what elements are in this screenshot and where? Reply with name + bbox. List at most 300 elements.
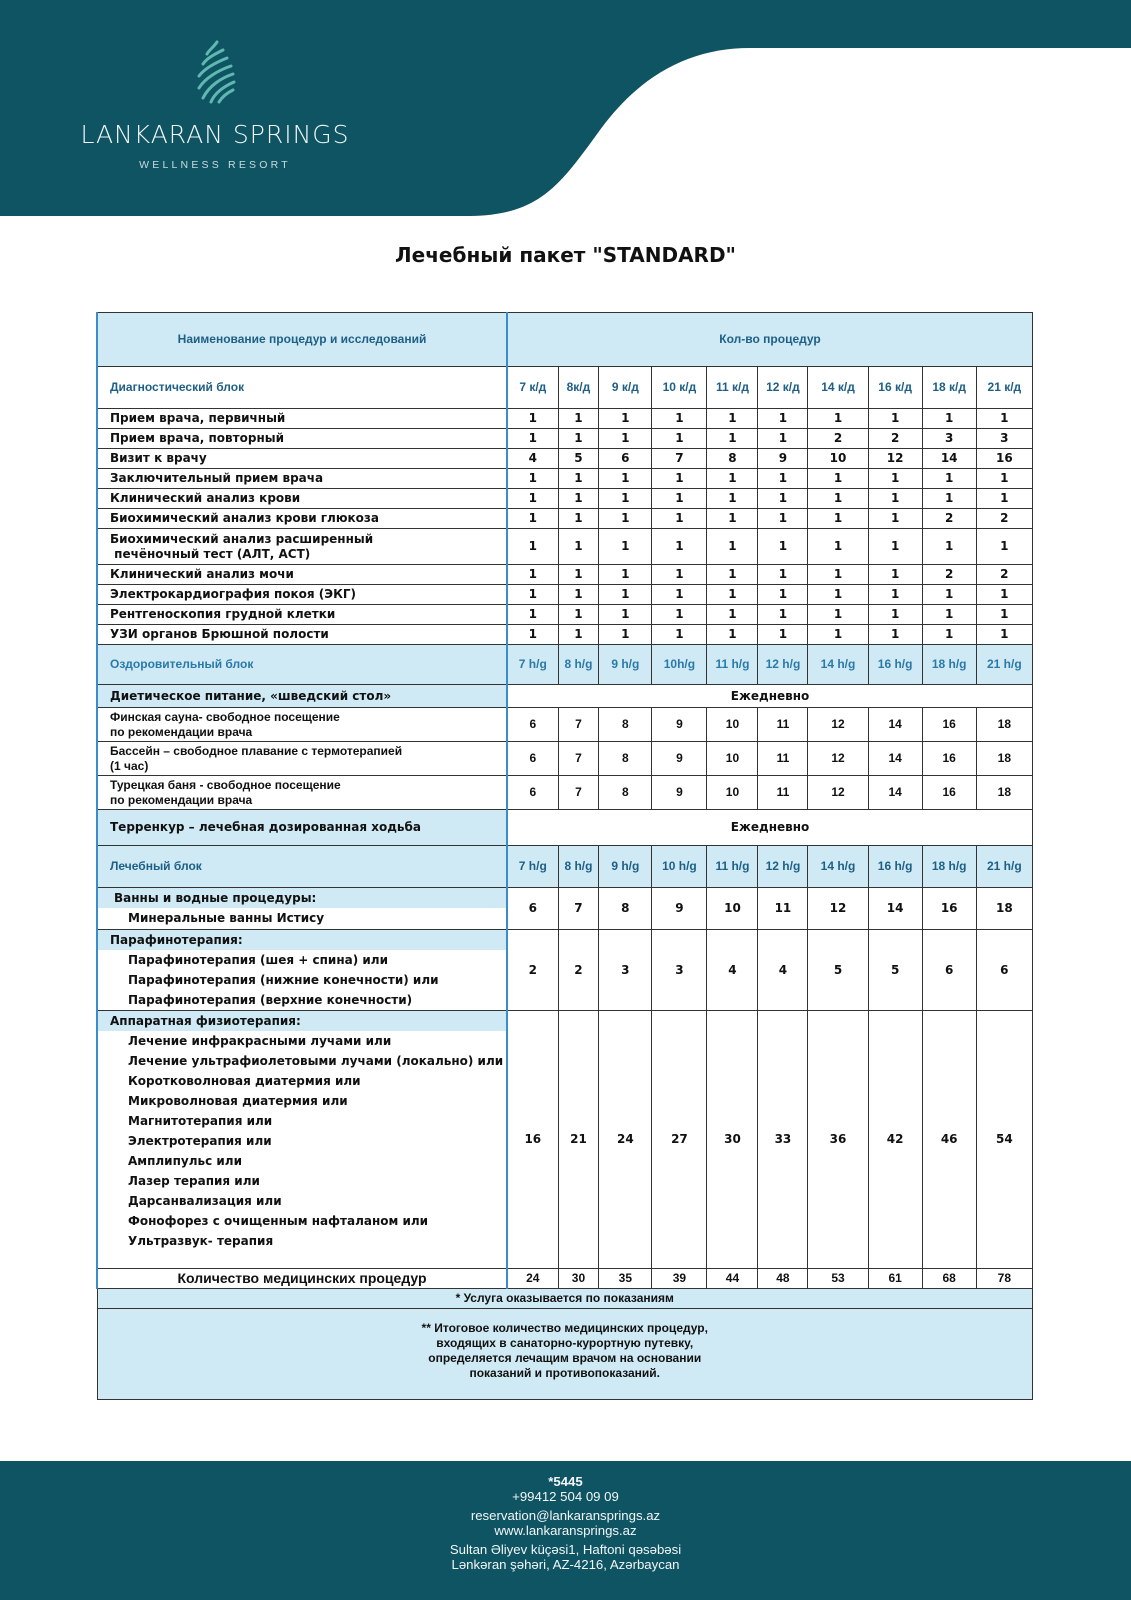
procedure-count: 6 [507,888,558,930]
procedure-count: 33 [758,1011,808,1269]
procedure-count: 1 [922,585,976,605]
procedure-count: 1 [758,605,808,625]
procedure-count: 1 [558,565,599,585]
terrenkur-row [97,810,1033,846]
procedure-count: 2 [868,429,922,449]
procedure-count: 1 [652,509,707,529]
procedure-count: 1 [599,429,652,449]
procedure-count: 1 [868,605,922,625]
procedure-count: 1 [922,529,976,565]
row-name [97,449,507,469]
row-name-line: Биохимический анализ крови глюкоза [110,511,379,525]
row-name-line: Клинический анализ крови [110,491,301,505]
row-name [97,742,507,776]
qty-column-header: Кол-во процедур [507,313,1032,367]
row-name [97,509,507,529]
procedure-count: 1 [808,469,868,489]
row-name-line: Электрокардиография покоя (ЭКГ) [110,587,357,601]
row-name [97,776,507,810]
procedure-count: 6 [599,449,652,469]
table-row [97,565,1033,585]
diet-row [97,685,1033,708]
procedure-count: 1 [976,605,1032,625]
procedure-count: 1 [758,409,808,429]
procedure-count: 1 [808,409,868,429]
procedure-count: 1 [558,509,599,529]
total-value: 53 [808,1269,868,1289]
day-column-header: 12 h/g [758,846,808,888]
website-link[interactable]: www.lankaransprings.az [494,1523,637,1538]
group-item: Лечение ультрафиолетовыми лучами (локально) или [128,1054,504,1068]
total-value: 68 [922,1269,976,1289]
procedure-count: 4 [758,930,808,1011]
procedure-count: 1 [558,429,599,449]
row-name [97,469,507,489]
procedure-count: 12 [808,888,868,930]
procedure-count: 6 [922,930,976,1011]
table-row [97,409,1033,429]
procedure-count: 1 [707,529,758,565]
procedure-count: 2 [976,509,1032,529]
row-name-line: Финская сауна- свободное посещение [110,709,340,724]
group-item: Лазер терапия или [128,1174,260,1188]
procedure-count: 30 [707,1011,758,1269]
group-heading: Ванны и водные процедуры: [98,888,506,908]
procedure-count: 1 [507,469,558,489]
procedure-count: 1 [599,565,652,585]
table-row [97,469,1033,489]
name-column-header: Наименование процедур и исследований [97,313,507,367]
procedure-count: 14 [922,449,976,469]
table-header-row [97,313,1033,367]
procedure-count: 1 [652,529,707,565]
table-row-baths [97,888,1033,930]
procedure-count: 18 [976,742,1032,776]
procedure-count: 1 [707,585,758,605]
footnote-row [97,1289,1033,1309]
procedure-count: 1 [558,625,599,645]
procedures-table [96,312,1033,1400]
row-name [97,489,507,509]
block-label: Оздоровительный блок [97,645,507,685]
procedure-count: 1 [976,409,1032,429]
day-column-header: 14 h/g [808,645,868,685]
day-column-header: 11 к/д [707,367,758,409]
procedure-count: 42 [868,1011,922,1269]
row-name [97,585,507,605]
row-name-line: Бассейн – свободное плавание с термотерапией [110,743,403,758]
footnote-line: входящих в санаторно-курортную путевку, [436,1336,694,1350]
procedure-count: 3 [922,429,976,449]
procedure-count: 3 [599,930,652,1011]
row-name [97,930,507,1011]
table-row [97,585,1033,605]
procedure-count: 1 [507,429,558,449]
procedure-count: 1 [976,529,1032,565]
procedure-count: 1 [599,625,652,645]
day-column-header: 16 h/g [868,645,922,685]
procedure-count: 11 [758,888,808,930]
total-value: 35 [599,1269,652,1289]
procedure-count: 1 [808,625,868,645]
day-column-header: 10 к/д [652,367,707,409]
total-value: 48 [758,1269,808,1289]
row-name [97,605,507,625]
procedure-count: 1 [599,605,652,625]
procedure-count: 1 [599,489,652,509]
procedure-count: 1 [758,625,808,645]
procedure-count: 12 [808,776,868,810]
row-name-line: по рекомендации врача [110,724,253,739]
procedure-count: 1 [558,489,599,509]
procedure-count: 1 [868,585,922,605]
procedure-count: 1 [808,529,868,565]
procedure-count: 1 [868,509,922,529]
row-name [97,625,507,645]
procedure-count: 1 [758,489,808,509]
procedure-count: 10 [707,708,758,742]
day-column-header: 11 h/g [707,645,758,685]
row-name [97,1011,507,1269]
procedure-count: 1 [808,509,868,529]
group-item: Лечение инфракрасными лучами или [128,1034,392,1048]
daily-value: Ежедневно [507,685,1032,708]
procedure-count: 6 [507,708,558,742]
table-row [97,776,1033,810]
procedure-count: 1 [652,585,707,605]
procedure-count: 6 [507,776,558,810]
procedure-count: 10 [808,449,868,469]
procedure-count: 36 [808,1011,868,1269]
day-column-header: 7 h/g [507,645,558,685]
procedure-count: 6 [976,930,1032,1011]
daily-value: Ежедневно [507,810,1032,846]
day-column-header: 12 h/g [758,645,808,685]
table-row [97,529,1033,565]
short-phone-number: *5445 [548,1474,583,1489]
procedure-count: 1 [758,529,808,565]
row-name [97,708,507,742]
group-item: Магнитотерапия или [128,1114,273,1128]
procedure-count: 16 [976,449,1032,469]
treatment-block-header [97,846,1033,888]
procedure-count: 4 [507,449,558,469]
day-column-header: 8 h/g [558,645,599,685]
day-column-header: 11 h/g [707,846,758,888]
procedure-count: 1 [507,489,558,509]
procedure-count: 1 [868,529,922,565]
row-name-line: Прием врача, повторный [110,431,284,445]
procedure-count: 2 [558,930,599,1011]
procedure-count: 8 [599,776,652,810]
table-row [97,742,1033,776]
procedure-count: 24 [599,1011,652,1269]
block-label: Диагностический блок [97,367,507,409]
procedure-count: 1 [558,585,599,605]
brand-subtitle: WELLNESS RESORT [139,159,291,171]
procedure-count: 1 [707,509,758,529]
procedure-count: 5 [868,930,922,1011]
procedure-count: 8 [599,742,652,776]
day-column-header: 12 к/д [758,367,808,409]
procedure-count: 1 [507,509,558,529]
day-column-header: 10h/g [652,645,707,685]
procedure-count: 1 [707,429,758,449]
procedure-count: 1 [652,469,707,489]
group-item: Парафинотерапия (нижние конечности) или [128,973,439,987]
table-row [97,429,1033,449]
procedure-count: 18 [976,776,1032,810]
day-column-header: 10 h/g [652,846,707,888]
procedure-count: 1 [976,489,1032,509]
procedure-count: 9 [652,708,707,742]
wellness-block-header [97,645,1033,685]
procedure-count: 1 [758,429,808,449]
procedure-count: 18 [976,888,1032,930]
row-name-line: Прием врача, первичный [110,411,286,425]
row-name-line: Визит к врачу [110,451,207,465]
procedure-count: 5 [808,930,868,1011]
footnote-service: * Услуга оказывается по показаниям [97,1289,1033,1309]
group-item: Парафинотерапия (шея + спина) или [128,953,388,967]
procedure-count: 18 [976,708,1032,742]
procedure-count: 1 [507,605,558,625]
brand-name: LANKARAN SPRINGS [80,120,350,149]
procedure-count: 7 [558,708,599,742]
procedure-count: 7 [652,449,707,469]
group-item: Фонофорез с очищенным нафталаном или [128,1214,429,1228]
procedure-count: 1 [599,409,652,429]
procedure-count: 9 [652,742,707,776]
procedure-count: 9 [652,776,707,810]
total-value: 78 [976,1269,1032,1289]
procedure-count: 1 [707,489,758,509]
procedure-count: 1 [922,489,976,509]
procedure-count: 1 [868,469,922,489]
table-row-paraffin [97,930,1033,1011]
procedure-count: 7 [558,776,599,810]
row-name [97,529,507,565]
table-row [97,605,1033,625]
procedure-count: 1 [707,469,758,489]
procedure-count: 16 [922,708,976,742]
procedure-count: 2 [507,930,558,1011]
procedure-count: 1 [808,489,868,509]
procedure-count: 3 [652,930,707,1011]
row-name [97,888,507,930]
procedure-count: 1 [558,529,599,565]
row-name-line: Клинический анализ мочи [110,567,294,581]
day-column-header: 18 h/g [922,645,976,685]
row-name [97,409,507,429]
procedure-count: 1 [922,409,976,429]
group-item: Парафинотерапия (верхние конечности) [128,993,413,1007]
procedure-count: 1 [976,625,1032,645]
procedure-count: 1 [868,625,922,645]
procedure-count: 1 [758,565,808,585]
table-row [97,708,1033,742]
procedure-count: 1 [868,489,922,509]
procedure-count: 7 [558,888,599,930]
logo [60,38,370,171]
procedure-count: 16 [922,888,976,930]
procedure-count: 11 [758,742,808,776]
day-column-header: 14 к/д [808,367,868,409]
procedure-count: 1 [808,565,868,585]
table-row [97,625,1033,645]
group-heading: Парафинотерапия: [98,930,506,950]
procedure-count: 1 [507,585,558,605]
procedure-count: 11 [758,708,808,742]
procedure-count: 1 [507,409,558,429]
procedure-count: 16 [507,1011,558,1269]
procedure-count: 14 [868,742,922,776]
day-column-header: 16 к/д [868,367,922,409]
procedure-count: 1 [707,605,758,625]
procedure-count: 1 [652,409,707,429]
procedure-count: 10 [707,888,758,930]
group-item: Ультразвук- терапия [128,1234,274,1248]
procedure-count: 2 [976,565,1032,585]
total-label: Количество медицинских процедур [97,1269,507,1289]
row-name-line: (1 час) [110,758,149,773]
row-name: Терренкур – лечебная дозированная ходьба [97,810,507,846]
procedure-count: 11 [758,776,808,810]
procedure-count: 1 [758,509,808,529]
table-row [97,509,1033,529]
group-item: Электротерапия или [128,1134,272,1148]
water-drop-icon [189,38,241,104]
procedure-count: 1 [808,605,868,625]
procedure-count: 1 [599,585,652,605]
day-column-header: 21 h/g [976,645,1032,685]
procedure-count: 2 [808,429,868,449]
procedure-count: 1 [558,469,599,489]
procedure-count: 1 [707,409,758,429]
day-column-header: 9 h/g [599,846,652,888]
procedure-count: 54 [976,1011,1032,1269]
procedure-count: 1 [507,625,558,645]
group-item: Коротковолновая диатермия или [128,1074,361,1088]
procedure-count: 1 [558,605,599,625]
email-link[interactable]: reservation@lankaransprings.az [470,1508,661,1523]
procedure-count: 8 [599,888,652,930]
phone-number[interactable]: +99412 504 09 09 [512,1489,619,1504]
procedure-count: 1 [868,409,922,429]
day-column-header: 14 h/g [808,846,868,888]
procedure-count: 14 [868,708,922,742]
diagnostic-rows [97,409,1033,645]
row-name-line: Биохимический анализ расширенный [110,531,374,546]
procedure-count: 21 [558,1011,599,1269]
day-column-header: 7 к/д [507,367,558,409]
procedure-count: 1 [558,409,599,429]
total-value: 24 [507,1269,558,1289]
address-line: Sultan Əliyev küçəsi1, Haftoni qəsəbəsi [449,1542,682,1557]
procedure-count: 2 [922,565,976,585]
footnote-total [97,1309,1033,1400]
row-name-line: УЗИ органов Брюшной полости [110,627,329,641]
procedure-count: 1 [868,565,922,585]
procedure-count: 1 [758,585,808,605]
procedure-count: 10 [707,776,758,810]
table-row [97,449,1033,469]
procedure-count: 6 [507,742,558,776]
procedure-count: 3 [976,429,1032,449]
procedure-count: 1 [652,489,707,509]
row-name-line: печёночный тест (АЛТ, АСТ) [110,546,311,561]
procedure-count: 8 [599,708,652,742]
group-item: Амплипульс или [128,1154,242,1168]
footnote-line: определяется лечащим врачом на основании [428,1351,702,1365]
total-value: 44 [707,1269,758,1289]
procedure-count: 9 [652,888,707,930]
procedure-count: 1 [599,509,652,529]
row-name-line: Заключительный прием врача [110,471,324,485]
group-heading: Аппаратная физиотерапия: [98,1011,506,1031]
procedure-count: 1 [976,585,1032,605]
procedure-count: 12 [808,742,868,776]
procedure-count: 1 [652,625,707,645]
total-value: 39 [652,1269,707,1289]
day-column-header: 7 h/g [507,846,558,888]
table-row-physio [97,1011,1033,1269]
procedure-count: 14 [868,776,922,810]
row-name-line: по рекомендации врача [110,792,253,807]
procedure-count: 7 [558,742,599,776]
row-name [97,565,507,585]
day-column-header: 9 h/g [599,645,652,685]
group-item: Микроволновая диатермия или [128,1094,348,1108]
procedure-count: 1 [707,565,758,585]
day-column-header: 9 к/д [599,367,652,409]
row-name [97,429,507,449]
procedure-count: 2 [922,509,976,529]
procedure-count: 46 [922,1011,976,1269]
treatment-rows [97,888,1033,1269]
procedure-count: 1 [599,529,652,565]
procedure-count: 1 [808,585,868,605]
row-name-line: Турецкая баня - свободное посещение [110,777,341,792]
day-column-header: 8к/д [558,367,599,409]
procedure-count: 1 [507,565,558,585]
procedure-count: 1 [707,625,758,645]
procedure-count: 12 [868,449,922,469]
total-value: 61 [868,1269,922,1289]
footer [0,1461,1131,1600]
procedure-count: 1 [652,605,707,625]
procedure-count: 27 [652,1011,707,1269]
procedure-count: 1 [652,429,707,449]
row-name-line: Рентгеноскопия грудной клетки [110,607,336,621]
procedure-count: 10 [707,742,758,776]
day-column-header: 18 к/д [922,367,976,409]
wellness-rows [97,708,1033,810]
day-column-header: 8 h/g [558,846,599,888]
table-row [97,489,1033,509]
procedure-count: 1 [599,469,652,489]
day-column-header: 21 h/g [976,846,1032,888]
procedure-count: 16 [922,776,976,810]
total-value: 30 [558,1269,599,1289]
procedure-count: 1 [976,469,1032,489]
procedure-count: 1 [922,469,976,489]
address-line: Lənkəran şəhəri, AZ-4216, Azərbaycan [451,1557,680,1572]
procedure-count: 5 [558,449,599,469]
procedure-count: 16 [922,742,976,776]
footnote-line: ** Итоговое количество медицинских процедур, [421,1321,708,1335]
procedure-count: 1 [758,469,808,489]
